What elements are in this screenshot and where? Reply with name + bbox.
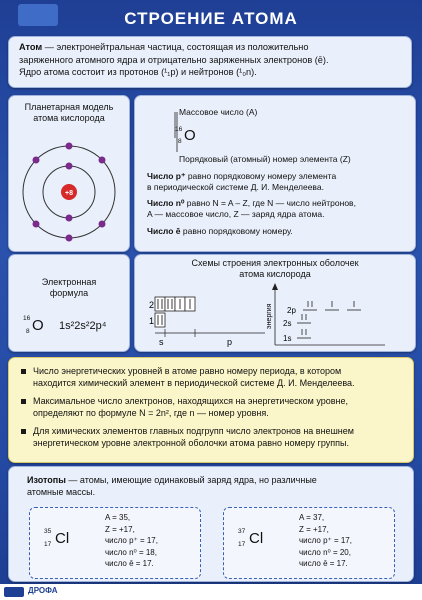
electron-shell-panel xyxy=(134,254,416,352)
bullet-icon xyxy=(21,429,26,434)
definition-line-1: Атом — электронейтральная частица, состоящая из положительно xyxy=(19,42,309,52)
orbital-box-diagram xyxy=(135,255,415,351)
mass-number-label: Массовое число (A) xyxy=(179,107,258,117)
publisher-logo-icon xyxy=(4,587,24,597)
definition-term: Атом xyxy=(19,42,43,52)
publisher-name: ДРОФА xyxy=(28,586,58,595)
1s-label: 1s xyxy=(283,334,292,343)
orbital-cell-2s xyxy=(155,297,165,311)
neutron-rule: Число n⁰ равно N = A – Z, где N — число нейтронов, A — массовое число, Z — заряд ядра атома. xyxy=(147,198,356,219)
orbital-cell-1s xyxy=(155,313,165,327)
2s-label: 2s xyxy=(283,319,292,328)
rules-panel xyxy=(8,357,414,463)
s-sublevel-label: s xyxy=(159,337,164,347)
definition-line-2: заряженного атомного ядра и отрицательно заряженных электронов (ē). xyxy=(19,54,329,65)
electron xyxy=(33,221,40,228)
header xyxy=(0,0,422,36)
level-2-label: 2 xyxy=(149,300,155,310)
energy-axis-label: энергия xyxy=(266,303,273,329)
rule-outer-electrons: Для химических элементов главных подгрупп число электронов на внешнем энергетическом уровне электронной оболочки атома равно номеру группы. xyxy=(33,426,403,449)
electron xyxy=(33,157,40,164)
planetary-model-panel xyxy=(8,95,130,252)
electron-formula-caption: Электронная формула xyxy=(41,277,97,298)
page-title: СТРОЕНИЕ АТОМА xyxy=(124,9,298,28)
orbital-cell-2p xyxy=(165,297,175,311)
atom-definition-panel xyxy=(8,36,412,88)
electron xyxy=(66,163,73,170)
proton-rule: Число p⁺ равно порядковому номеру элемента в периодической системе Д. И. Менделеева. xyxy=(147,171,337,192)
electron-rule: Число ē равно порядковому номеру. xyxy=(147,226,293,236)
electron xyxy=(66,235,73,242)
bullet-icon xyxy=(21,369,26,374)
energy-level-lines xyxy=(297,301,361,338)
isotopes-definition: Изотопы — атомы, имеющие одинаковый заряд ядра, но различные атомные массы. xyxy=(27,475,317,497)
cl35-properties: A = 35, Z = +17, число p⁺ = 17, число n⁰ = 18, число ē = 17. xyxy=(105,513,158,568)
atomic-number-label: Порядковый (атомный) номер элемента (Z) xyxy=(179,154,351,164)
p-sublevel-label: p xyxy=(227,337,233,347)
electron xyxy=(99,221,106,228)
isotope-card-cl35 xyxy=(29,507,201,579)
cl35-symbol: 35 17 Cl xyxy=(44,528,70,548)
definition-line-3: Ядро атома состоит из протонов (¹₁p) и нейтронов (¹₀n). xyxy=(19,67,257,78)
oxygen-electron-formula: 16 8 O 1s²2s²2p⁴ xyxy=(23,315,107,335)
bullet-icon xyxy=(21,399,26,404)
nucleus-charge-label: +8 xyxy=(65,190,73,197)
cl37-properties: A = 37, Z = +17, число p⁺ = 17, число n⁰ = 20, число ē = 17. xyxy=(299,513,352,568)
oxygen-nuclide-symbol: 16 8 O xyxy=(175,126,196,145)
oxygen-atom-diagram xyxy=(9,126,129,251)
shell-caption: Схемы строения электронных оболочек атома кислорода xyxy=(191,258,359,279)
isotopes-panel xyxy=(8,466,414,582)
planetary-caption: Планетарная модель атома кислорода xyxy=(24,102,114,123)
2p-label: 2p xyxy=(287,306,296,315)
mass-number-panel xyxy=(134,95,416,252)
electron-formula-panel xyxy=(8,254,130,352)
rule-energy-levels: Число энергетических уровней в атоме равно номеру периода, в котором находится химический элемент в периодической системе Д. И. Менделеева. xyxy=(33,366,403,389)
level-1-label: 1 xyxy=(149,316,155,326)
footer xyxy=(0,584,422,600)
electron xyxy=(66,215,73,222)
electron xyxy=(99,157,106,164)
rule-max-electrons: Максимальное число электронов, находящихся на энергетическом уровне, определяют по формуле N = 2n², где n — номер уровня. xyxy=(33,396,403,419)
isotope-card-cl37 xyxy=(223,507,395,579)
cl37-symbol: 37 17 Cl xyxy=(238,528,264,548)
electron xyxy=(66,143,73,150)
